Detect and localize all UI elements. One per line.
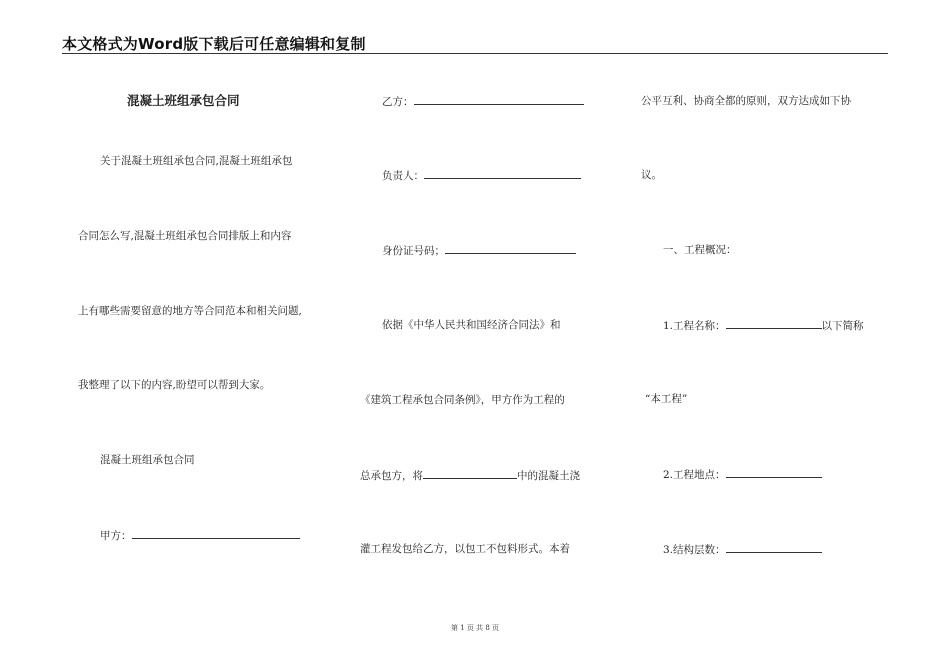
project-name-suffix: 以下简称	[821, 320, 864, 332]
structure-floors-label: 3.结构层数：	[663, 544, 726, 556]
contract-title: 混凝土班组承包合同	[127, 93, 240, 108]
id-number-label: 身份证号码；	[382, 245, 445, 257]
party-b-label: 乙方：	[382, 96, 414, 108]
intro-line-4: 我整理了以下的内容,盼望可以帮到大家。	[78, 379, 271, 391]
structure-floors-line	[663, 542, 822, 557]
responsible-label: 负责人：	[382, 170, 424, 182]
intro-line-1: 关于混凝土班组承包合同,混凝土班组承包	[100, 155, 293, 167]
structure-floors-blank	[726, 542, 822, 553]
contract-line-1	[360, 468, 580, 483]
party-b-blank	[414, 94, 584, 105]
document-header-title: 本文格式为Word版下载后可任意编辑和复制	[62, 35, 366, 53]
contract-subtitle: 混凝土班组承包合同	[100, 454, 195, 466]
project-name-line	[663, 318, 864, 333]
principle-line-1: 公平互利、协商全都的原则，双方达成如下协	[641, 95, 851, 107]
responsible-line	[382, 168, 581, 183]
section-heading-overview: 一、工程概况：	[663, 244, 737, 256]
party-b-line	[382, 94, 584, 109]
page-number: 第 1 页 共 8 页	[450, 624, 500, 632]
basis-line-1: 依据《中华人民共和国经济合同法》和	[382, 319, 561, 331]
project-alias: “本工程”	[645, 393, 688, 405]
party-a-blank	[132, 528, 300, 539]
principle-line-2: 议。	[641, 169, 662, 181]
project-site-label: 2.工程地点：	[663, 469, 726, 481]
contract-line-1a: 总承包方，将	[360, 470, 423, 482]
contract-line-2: 灌工程发包给乙方，以包工不包料形式。本着	[360, 543, 570, 555]
project-name-blank	[726, 318, 822, 329]
basis-line-2: 《建筑工程承包合同条例》，甲方作为工程的	[360, 394, 565, 406]
project-site-blank	[726, 467, 822, 478]
party-a-label: 甲方：	[100, 530, 132, 542]
intro-line-3: 上有哪些需要留意的地方等合同范本和相关问题,	[78, 305, 302, 317]
project-name-label: 1.工程名称：	[663, 320, 726, 332]
project-blank	[423, 468, 517, 479]
intro-line-2: 合同怎么写,混凝土班组承包合同排版上和内容	[78, 230, 292, 242]
party-a-line	[100, 528, 300, 543]
contract-line-1b: 中的混凝土浇	[517, 470, 580, 482]
id-number-blank	[445, 243, 576, 254]
id-number-line	[382, 243, 576, 258]
responsible-blank	[424, 168, 581, 179]
project-site-line	[663, 467, 822, 482]
header-divider	[62, 53, 888, 54]
